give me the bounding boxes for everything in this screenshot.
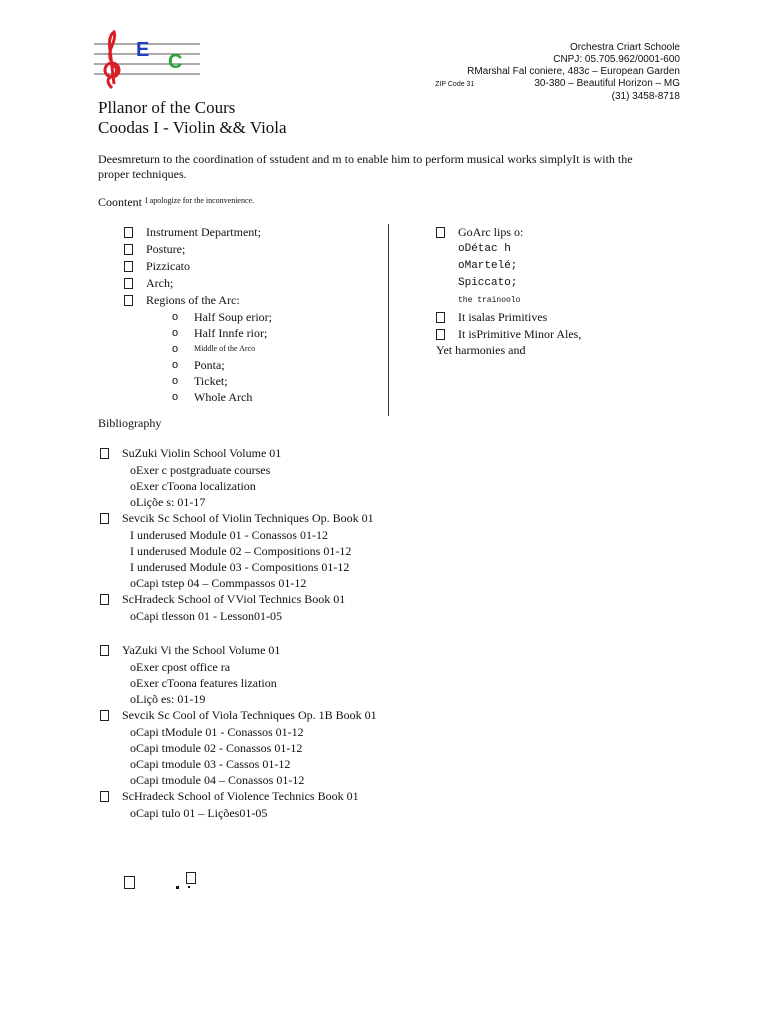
school-name: Orchestra Criart Schoole	[569, 42, 680, 53]
col1-item: o Middle of the Arco	[172, 341, 374, 357]
bib-item: oLiçõe s: 01-17	[130, 495, 206, 509]
col1-item: Regions of the Arc:	[124, 292, 374, 309]
bib-item: Sevcik Sc Cool of Viola Techniques Op. 1B Book 01	[100, 707, 660, 724]
bib-item: oCapi tulo 01 – Lições01-05	[130, 806, 268, 820]
col1-item: o Ponta;	[172, 357, 374, 373]
col1-item: o Ticket;	[172, 373, 374, 389]
bib-item: oCapi tstep 04 – Commpassos 01-12	[130, 576, 307, 590]
school-phone: (31) 3458-8718	[611, 91, 680, 102]
col1-item: o Whole Arch	[172, 389, 374, 405]
col2-item: Yet harmonies and	[436, 343, 526, 357]
footer-dot	[176, 886, 179, 889]
col1-item: Instrument Department;	[124, 224, 374, 241]
col1-item: o Half Soup erior;	[172, 309, 374, 325]
bib-item: oCapi tmodule 02 - Conassos 01-12	[130, 741, 303, 755]
bib-item: Sevcik Sc School of Violin Techniques Op. Book 01	[100, 510, 660, 527]
footer-checkbox-small-icon	[186, 872, 196, 884]
logo-letter-c: C	[168, 51, 183, 73]
col2-item: GoArc lips o:	[436, 224, 696, 241]
contents-note: I apologize for the inconvenience.	[145, 196, 255, 205]
page-title	[98, 98, 287, 138]
bib-item	[100, 624, 660, 642]
bib-item: YaZuki Vi the School Volume 01	[100, 642, 660, 659]
bib-item: I underused Module 01 - Conassos 01-12	[130, 528, 328, 542]
bib-item: oCapi tModule 01 - Conassos 01-12	[130, 725, 304, 739]
bib-item: oExer cpost office ra	[130, 660, 231, 674]
school-logo	[92, 30, 202, 90]
col1-item: Pizzicato	[124, 258, 374, 275]
contents-label: Coontent	[98, 195, 142, 209]
col2-item: oDétac h	[458, 243, 511, 255]
title-line-2: Coodas I - Violin && Viola	[98, 118, 287, 137]
col2-item: It isalas Primitives	[436, 309, 696, 326]
title-line-1: Pllanor of the Cours	[98, 98, 236, 117]
bib-item: ScHradeck School of VViol Technics Book 01	[100, 591, 660, 608]
contents-heading	[98, 195, 254, 210]
col2-item: the trainoolo	[458, 296, 521, 305]
bib-item: oExer cToona localization	[130, 479, 256, 493]
bib-item: oLiçõ es: 01-19	[130, 692, 206, 706]
school-address-1: RMarshal Fal coniere, 483c – European Garden	[467, 66, 680, 77]
bib-item: I underused Module 03 - Compositions 01-12	[130, 560, 350, 574]
school-address-2: 30-380 – Beautiful Horizon – MG	[534, 78, 680, 89]
bib-item: oExer cToona features lization	[130, 676, 277, 690]
bib-item: oCapi tmodule 04 – Conassos 01-12	[130, 773, 305, 787]
contents-column-right	[436, 224, 696, 358]
col2-item: Spiccato;	[458, 277, 518, 289]
bib-item: oCapi tlesson 01 - Lesson01-05	[130, 609, 282, 623]
col1-item: Arch;	[124, 275, 374, 292]
bibliography-list	[100, 445, 660, 821]
footer-dot-small	[188, 886, 190, 888]
bib-item: oCapi tmodule 03 - Cassos 01-12	[130, 757, 291, 771]
bib-item: oExer c postgraduate courses	[130, 463, 271, 477]
bib-item: ScHradeck School of Violence Technics Book 01	[100, 788, 660, 805]
bib-item: I underused Module 02 – Compositions 01-12	[130, 544, 352, 558]
school-header	[435, 42, 680, 103]
contents-column-left	[124, 224, 374, 405]
intro-paragraph: Deesmreturn to the coordination of sstudent and m to enable him to perform musical works simplyIt is with the proper techniques.	[98, 152, 633, 181]
column-divider	[388, 224, 389, 416]
footer-checkbox-icon	[124, 876, 135, 889]
col2-item: It isPrimitive Minor Ales,	[436, 326, 696, 343]
col1-item: Posture;	[124, 241, 374, 258]
bib-item: SuZuki Violin School Volume 01	[100, 445, 660, 462]
logo-letter-e: E	[136, 39, 150, 61]
col2-item: oMartelé;	[458, 260, 518, 272]
treble-clef-icon	[108, 32, 117, 88]
bibliography-heading: Bibliography	[98, 416, 162, 430]
school-cnpj: CNPJ: 05.705.962/0001-600	[553, 54, 680, 65]
school-zip: ZIP Code 31	[435, 81, 475, 88]
col1-item: o Half Innfe rior;	[172, 325, 374, 341]
